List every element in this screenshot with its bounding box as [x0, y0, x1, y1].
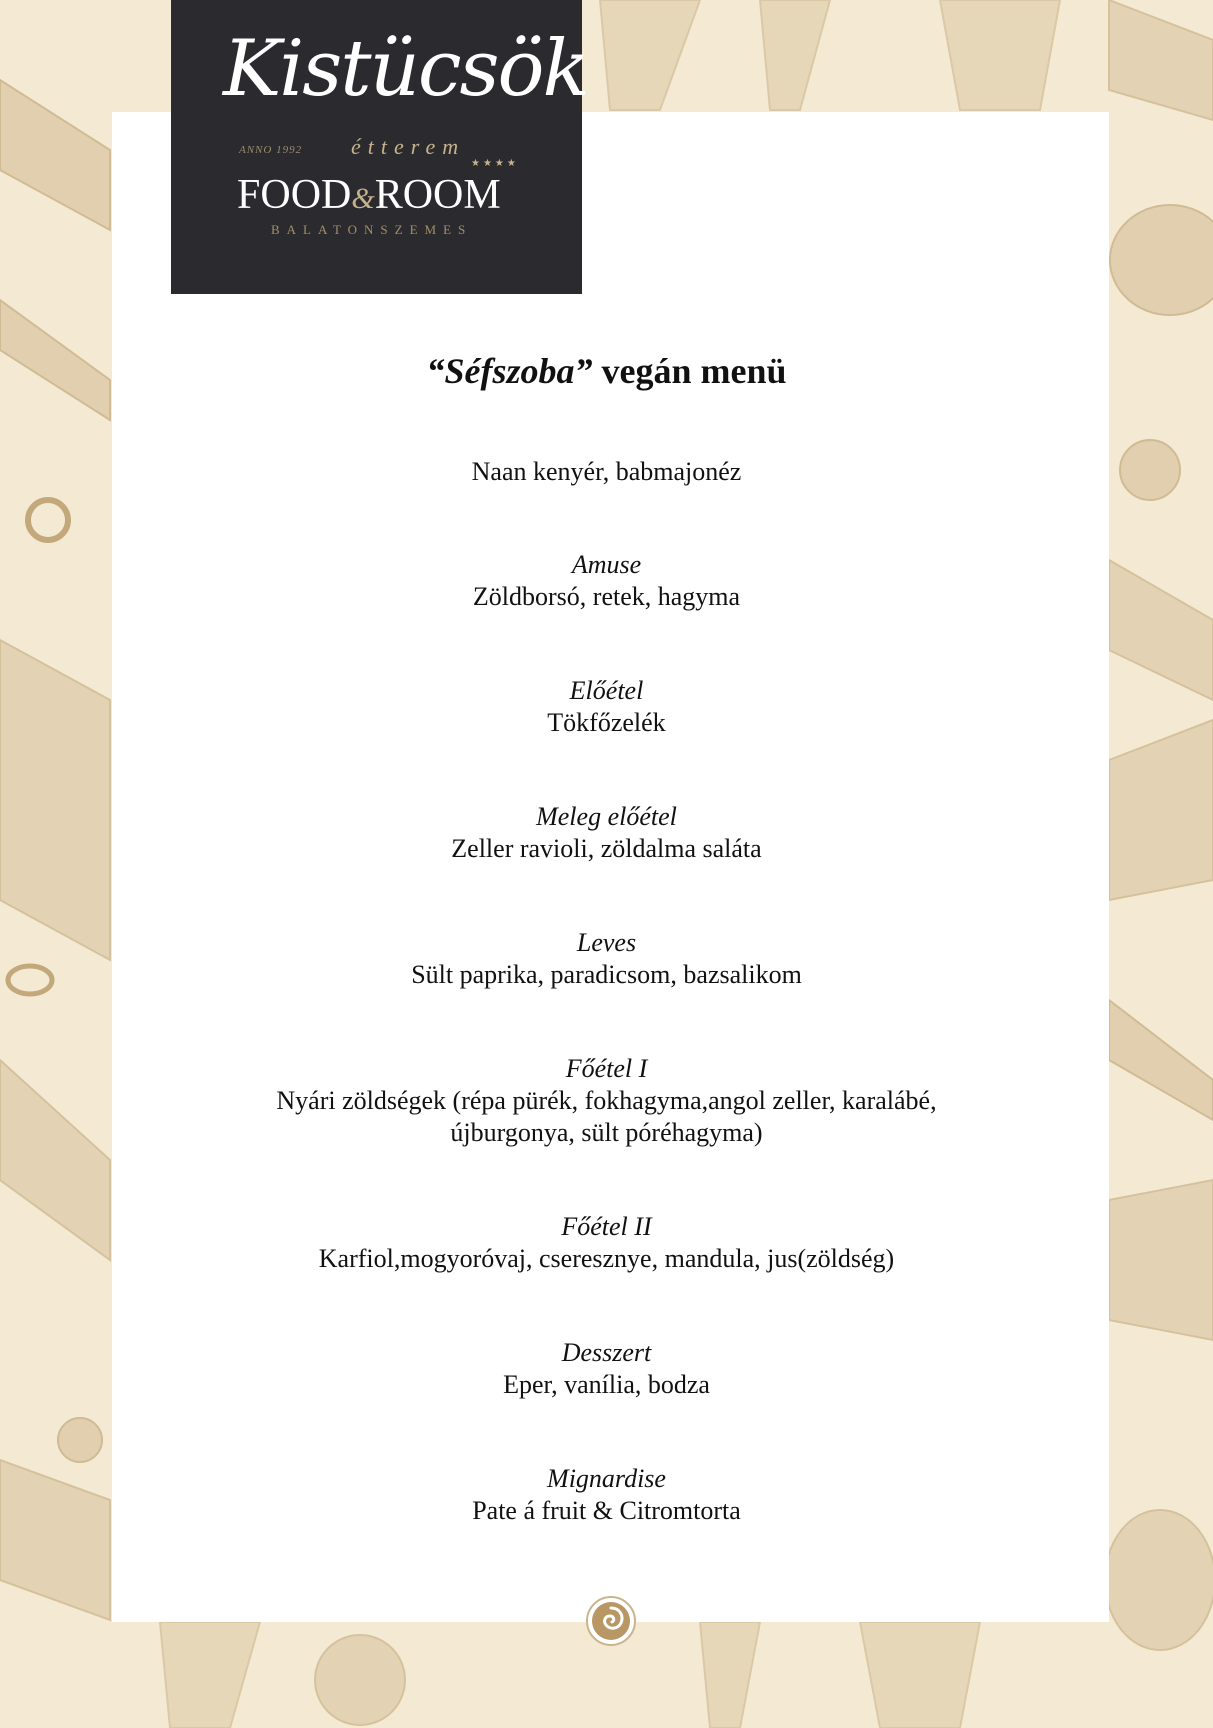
course-label: Desszert [561, 1338, 652, 1367]
course-bread [0, 456, 1213, 488]
restaurant-logo [171, 0, 588, 294]
logo-anno: ANNO 1992 [239, 144, 303, 156]
course-dish: Karfiol,mogyoróvaj, cseresznye, mandula, jus(zöldség) [318, 1244, 895, 1273]
course-eloetel [0, 675, 1213, 739]
menu-title-quoted: “Séfszoba” [426, 351, 593, 391]
course-label: Amuse [571, 550, 642, 579]
course-label: Főétel II [561, 1212, 652, 1241]
logo-ampersand: & [351, 182, 375, 215]
menu-title-rest: vegán menü [592, 351, 787, 391]
course-dish: Sült paprika, paradicsom, bazsalikom [411, 960, 802, 989]
course-foetel-1 [0, 1053, 1213, 1149]
course-label: Mignardise [547, 1464, 666, 1493]
course-amuse [0, 549, 1213, 613]
course-dish: Naan kenyér, babmajonéz [471, 457, 742, 486]
course-dish: Zeller ravioli, zöldalma saláta [451, 834, 762, 863]
logo-etterem: étterem [351, 134, 466, 159]
logo-food-room [237, 174, 501, 216]
logo-stars: ★★★★ [471, 158, 519, 169]
logo-room: ROOM [374, 172, 501, 218]
course-mignardise [0, 1463, 1213, 1527]
course-foetel-2 [0, 1211, 1213, 1275]
course-dish: Tökfőzelék [547, 708, 666, 737]
course-leves [0, 927, 1213, 991]
course-label: Meleg előétel [536, 802, 677, 831]
spiral-emblem-icon [586, 1596, 636, 1646]
course-label: Előétel [569, 676, 644, 705]
course-dish: Pate á fruit & Citromtorta [472, 1496, 741, 1525]
logo-script: Kistücsök [223, 24, 588, 114]
logo-place: BALATONSZEMES [271, 222, 473, 237]
logo-food: FOOD [237, 172, 352, 218]
course-dish: Zöldborsó, retek, hagyma [472, 582, 741, 611]
course-dish: Nyári zöldségek (répa pürék, fokhagyma,angol zeller, karalábé, [276, 1086, 937, 1115]
course-label: Leves [576, 928, 637, 957]
course-meleg-eloetel [0, 801, 1213, 865]
course-label: Főétel I [565, 1054, 648, 1083]
menu-title [0, 350, 1213, 392]
course-dish: Eper, vanília, bodza [503, 1370, 710, 1399]
course-dish-line-2: újburgonya, sült póréhagyma) [450, 1118, 763, 1147]
course-desszert [0, 1337, 1213, 1401]
